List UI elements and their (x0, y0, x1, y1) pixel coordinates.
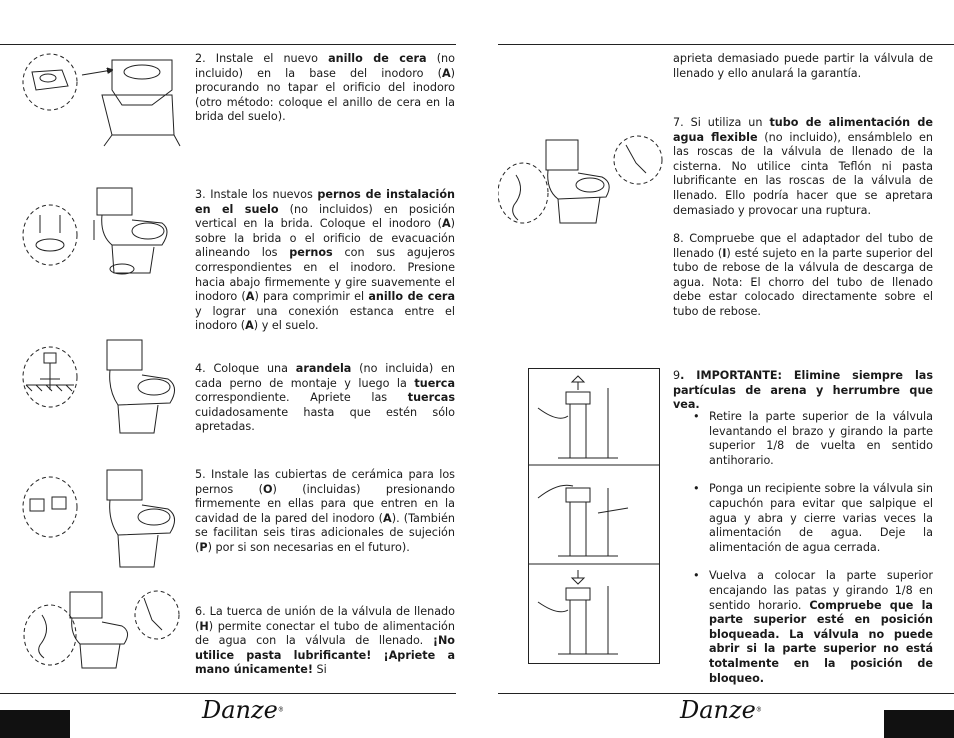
illustration-bolt-caps (22, 465, 182, 575)
step-3-text (195, 188, 455, 334)
step-7-text (673, 116, 933, 218)
bold-text-run: . IMPORTANTE: Elimine siempre las partículas de arena y herrumbre que vea. (673, 369, 933, 412)
step-9-bullets (693, 410, 933, 700)
bold-text-run: arandela (295, 362, 352, 375)
text-run: ) sobre la brida o el orificio de evacuación alineando los (195, 217, 455, 260)
illustration-fill-valve-nut (22, 590, 182, 670)
left-page-tab (0, 710, 70, 738)
right-danze-logo: Danze® (680, 696, 762, 724)
bold-text-run: tuercas (407, 391, 455, 405)
text-run: aprieta demasiado puede partir la válvula de llenado y ello anulará la garantía. (673, 52, 933, 80)
text-run: ). (También se facilitan seis tiras adicionales de sujeción ( (195, 511, 455, 554)
text-run: con sus agujeros correspondientes en el inodoro. Presione hacia abajo firmemente y gire suavemente el inodoro ( (195, 246, 455, 304)
text-run: Retire la parte superior de la válvula levantando el brazo y girando la parte superior 1/8 de vuelta en sentido antihorario. (709, 410, 933, 467)
text-run: y lograr una conexión estanca entre el inodoro ( (195, 304, 455, 333)
text-run: 8. Compruebe que el adaptador del tubo de llenado ( (673, 232, 933, 260)
step-8-text (673, 232, 933, 320)
bullet-remove-top (693, 410, 933, 468)
step-6-text (195, 605, 455, 678)
bold-text-run: H (199, 619, 209, 633)
left-danze-logo: Danze® (202, 696, 284, 724)
bold-text-run: tuerca (414, 376, 455, 390)
bold-text-run: A (441, 217, 451, 231)
step-9-heading (673, 369, 933, 413)
text-run: correspondiente. Apriete las (195, 391, 408, 405)
right-page-tab (884, 710, 954, 738)
step-5-text (195, 468, 455, 556)
bullet-flush-valve (693, 482, 933, 555)
illustration-wax-ring (22, 50, 182, 150)
left-top-rule (0, 44, 456, 45)
bold-text-run: I (722, 246, 727, 260)
text-run: 5. Instale las cubiertas de cerámica para los pernos ( (195, 468, 455, 496)
illustration-fill-valve-steps (528, 368, 660, 664)
right-logo-text: Danze (680, 696, 756, 724)
illustration-washer-nut (22, 335, 182, 440)
text-run: Si (312, 663, 327, 677)
bold-text-run: A (245, 290, 255, 304)
text-run: 2. Instale el nuevo (195, 52, 329, 65)
text-run: ) procurando no tapar el orificio del inodoro (otro método: coloque el anillo de cera en la brida del suelo). (195, 66, 455, 124)
text-run: ) esté sujeto en la parte superior del tubo de rebose de la válvula de descarga de agua. Nota: El chorro del tubo de llenado debe estar colocado directamente sobre el tubo de rebose. (673, 246, 933, 318)
text-run: Vuelva a colocar la parte superior encajando las patas y girando 1/8 en sentido horario. (709, 569, 933, 612)
text-run: 3. Instale los nuevos (195, 188, 318, 201)
text-run: ) y el suelo. (253, 319, 319, 333)
text-run: 6. La tuerca de unión de la válvula de llenado ( (195, 605, 455, 633)
bold-text-run: ¡No utilice pasta lubrificante! ¡Apriete a mano únicamente! (195, 634, 455, 677)
step-6-continued-text (673, 52, 933, 81)
bold-text-run: A (441, 66, 451, 80)
bold-text-run: A (245, 319, 254, 333)
text-run: (no incluidos) en posición vertical en la brida. Coloque el inodoro ( (195, 202, 456, 231)
text-run: cuidadosamente hasta que estén sólo apretadas. (195, 405, 455, 434)
text-run: ) para comprimir el (254, 290, 369, 304)
text-run: ) por si son necesarias en el futuro). (207, 540, 410, 554)
bold-text-run: pernos de instalación en el suelo (195, 188, 455, 216)
bold-text-run: pernos (289, 246, 333, 260)
bold-text-run: tubo de alimentación de agua flexible (673, 116, 933, 144)
bullet-replace-top (693, 569, 933, 686)
left-bottom-rule (0, 693, 456, 694)
illustration-supply-line (498, 135, 668, 227)
left-logo-text: Danze (202, 696, 278, 724)
bold-text-run: anillo de cera (368, 290, 455, 304)
text-run: 4. Coloque una (195, 362, 296, 375)
text-run: ) permite conectar el tubo de alimentación de agua con la válvula de llenado. (195, 619, 455, 648)
bold-text-run: O (262, 482, 273, 496)
right-top-rule (498, 44, 954, 45)
text-run: 7. Si utiliza un (673, 116, 770, 129)
text-run: (no incluido) en la base del inodoro ( (195, 52, 455, 80)
step-2-text (195, 52, 455, 125)
bold-text-run: Compruebe que la parte superior esté en posición bloqueada. La válvula no puede abrir si la parte superior no está totalmente en la posición de bloqueo. (709, 598, 933, 685)
text-run: 9 (673, 369, 681, 382)
bold-text-run: A (383, 511, 392, 525)
bold-text-run: P (199, 540, 208, 554)
text-run: (no incluida) en cada perno de montaje y luego la (195, 362, 455, 390)
text-run: (no incluido), ensámblelo en las roscas de la válvula de llenado de la cisterna. No utilice cinta Teflón ni pasta lubrificante en las roscas de la válvula de llenado. Ello podría hacer que se apretara demasiado y provocar una ruptura. (673, 130, 934, 217)
illustration-floor-bolts (22, 185, 182, 295)
bold-text-run: anillo de cera (328, 52, 427, 65)
text-run: ) (incluidas) presionando firmemente en ellas para que entren en la cavidad de la pared del inodoro ( (195, 482, 455, 525)
step-4-text (195, 362, 455, 435)
text-run: Ponga un recipiente sobre la válvula sin capuchón para evitar que salpique el agua y abra y cierre varias veces la alimentación de agua. Deje la alimentación de agua cerrada. (709, 482, 933, 554)
